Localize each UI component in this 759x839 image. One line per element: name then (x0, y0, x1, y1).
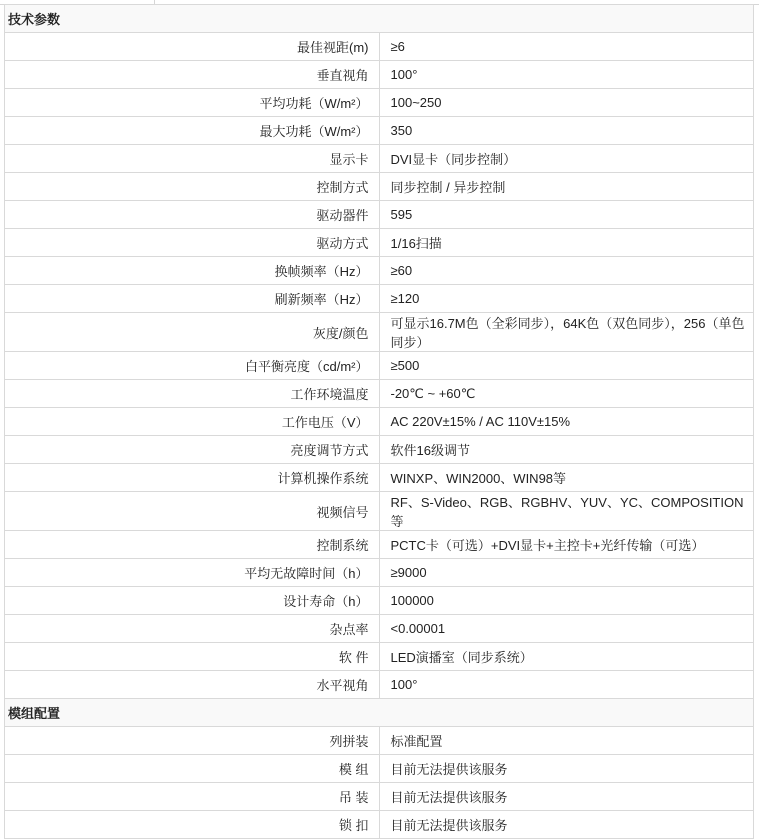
row-value: 1/16扫描 (379, 229, 754, 257)
row-label: 水平视角 (5, 671, 380, 699)
table-row (5, 492, 754, 531)
table-row (5, 257, 754, 285)
table-row (5, 671, 754, 699)
row-label: 设计寿命（h） (5, 587, 380, 615)
row-label: 视频信号 (5, 492, 380, 531)
row-value: 目前无法提供该服务 (379, 811, 754, 839)
row-value: 软件16级调节 (379, 436, 754, 464)
row-label: 杂点率 (5, 615, 380, 643)
row-value: 100000 (379, 587, 754, 615)
table-row (5, 313, 754, 352)
table-row (5, 61, 754, 89)
row-label: 控制方式 (5, 173, 380, 201)
row-value: <0.00001 (379, 615, 754, 643)
table-row (5, 811, 754, 839)
row-value: DVI显卡（同步控制） (379, 145, 754, 173)
row-label: 垂直视角 (5, 61, 380, 89)
row-value: WINXP、WIN2000、WIN98等 (379, 464, 754, 492)
row-value: -20℃ ~ +60℃ (379, 380, 754, 408)
row-value: ≥500 (379, 352, 754, 380)
table-row (5, 201, 754, 229)
table-row (5, 117, 754, 145)
row-label: 显示卡 (5, 145, 380, 173)
row-label: 计算机操作系统 (5, 464, 380, 492)
table-row (5, 531, 754, 559)
section-header-row (5, 5, 754, 33)
row-value: 100° (379, 671, 754, 699)
row-value: RF、S-Video、RGB、RGBHV、YUV、YC、COMPOSITION等 (379, 492, 754, 531)
row-value: 同步控制 / 异步控制 (379, 173, 754, 201)
row-label: 列拼装 (5, 727, 380, 755)
row-label: 平均无故障时间（h） (5, 559, 380, 587)
row-label: 灰度/颜色 (5, 313, 380, 352)
section-title: 技术参数 (5, 5, 754, 33)
row-value: ≥9000 (379, 559, 754, 587)
table-row (5, 755, 754, 783)
table-row (5, 352, 754, 380)
row-label: 驱动方式 (5, 229, 380, 257)
row-value: 100° (379, 61, 754, 89)
table-row (5, 33, 754, 61)
row-label: 驱动器件 (5, 201, 380, 229)
row-label: 工作电压（V） (5, 408, 380, 436)
table-row (5, 285, 754, 313)
table-row (5, 380, 754, 408)
table-row (5, 89, 754, 117)
row-value: PCTC卡（可选）+DVI显卡+主控卡+光纤传输（可选） (379, 531, 754, 559)
table-row (5, 464, 754, 492)
row-value: 标准配置 (379, 727, 754, 755)
row-value: ≥120 (379, 285, 754, 313)
row-label: 模 组 (5, 755, 380, 783)
row-value: 350 (379, 117, 754, 145)
row-label: 最大功耗（W/m²） (5, 117, 380, 145)
row-label: 吊 装 (5, 783, 380, 811)
row-label: 换帧频率（Hz） (5, 257, 380, 285)
row-label: 最佳视距(m) (5, 33, 380, 61)
row-label: 白平衡亮度（cd/m²） (5, 352, 380, 380)
table-row (5, 783, 754, 811)
row-value: ≥6 (379, 33, 754, 61)
section-header-row (5, 699, 754, 727)
row-value: LED演播室（同步系统） (379, 643, 754, 671)
table-row (5, 229, 754, 257)
row-label: 刷新频率（Hz） (5, 285, 380, 313)
table-row (5, 727, 754, 755)
row-label: 软 件 (5, 643, 380, 671)
table-row (5, 643, 754, 671)
table-row (5, 145, 754, 173)
row-value: 100~250 (379, 89, 754, 117)
section-title: 模组配置 (5, 699, 754, 727)
spec-table (4, 4, 754, 839)
row-label: 控制系统 (5, 531, 380, 559)
row-label: 亮度调节方式 (5, 436, 380, 464)
row-value: AC 220V±15% / AC 110V±15% (379, 408, 754, 436)
table-row (5, 587, 754, 615)
spec-table-body (5, 5, 754, 839)
row-value: 可显示16.7M色（全彩同步），64K色（双色同步），256（单色同步） (379, 313, 754, 352)
row-value: 595 (379, 201, 754, 229)
table-row (5, 615, 754, 643)
row-label: 工作环境温度 (5, 380, 380, 408)
table-row (5, 173, 754, 201)
table-row (5, 559, 754, 587)
row-label: 平均功耗（W/m²） (5, 89, 380, 117)
row-value: 目前无法提供该服务 (379, 783, 754, 811)
row-label: 锁 扣 (5, 811, 380, 839)
row-value: 目前无法提供该服务 (379, 755, 754, 783)
table-row (5, 408, 754, 436)
row-value: ≥60 (379, 257, 754, 285)
table-row (5, 436, 754, 464)
